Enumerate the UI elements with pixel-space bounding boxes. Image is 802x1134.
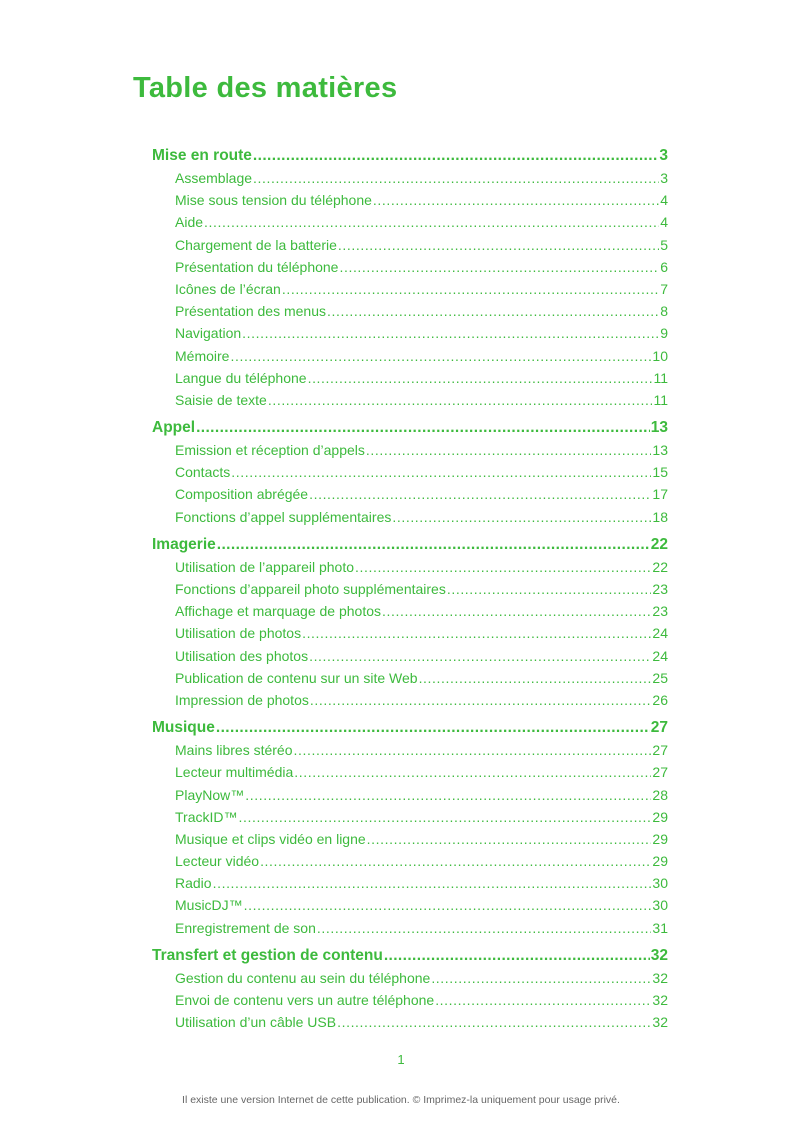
toc-section — [152, 717, 668, 939]
dot-leader — [419, 667, 652, 689]
toc-page-number: 11 — [653, 391, 668, 408]
toc-heading-link[interactable] — [152, 145, 668, 167]
toc-page-number: 30 — [652, 897, 668, 914]
dot-leader — [217, 534, 650, 556]
toc-entry-label: Gestion du contenu au sein du téléphone — [175, 969, 431, 986]
dot-leader — [196, 417, 650, 439]
toc-entry-link[interactable] — [152, 211, 668, 233]
toc-entry-link[interactable] — [152, 367, 668, 389]
toc-entry-label: Présentation des menus — [175, 303, 326, 320]
dot-leader — [366, 439, 652, 461]
dot-leader — [309, 483, 651, 505]
dot-leader — [308, 367, 653, 389]
toc-entry-link[interactable] — [152, 461, 668, 483]
table-of-contents — [152, 145, 668, 1039]
toc-page-number: 13 — [652, 442, 668, 459]
toc-heading-link[interactable] — [152, 417, 668, 439]
toc-page-number: 30 — [652, 875, 668, 892]
toc-page-number: 3 — [659, 147, 668, 164]
toc-entry-label: Utilisation de l’appareil photo — [175, 558, 354, 575]
toc-entry-label: Utilisation de photos — [175, 625, 302, 642]
toc-entry-label: Emission et réception d’appels — [175, 442, 365, 459]
toc-entry-label: Impression de photos — [175, 691, 309, 708]
toc-page-number: 27 — [650, 719, 668, 737]
toc-heading-link[interactable] — [152, 717, 668, 739]
dot-leader — [244, 894, 652, 916]
toc-entry-label: Icônes de l’écran — [175, 280, 281, 297]
toc-page-number: 28 — [652, 786, 668, 803]
page-title: Table des matières — [133, 72, 398, 104]
toc-entry-label: Assemblage — [175, 170, 253, 186]
dot-leader — [260, 850, 651, 872]
dot-leader — [327, 300, 659, 322]
toc-entry-label: MusicDJ™ — [175, 897, 243, 914]
toc-page-number: 32 — [652, 1014, 668, 1031]
dot-leader — [294, 739, 652, 761]
toc-entry-label: Saisie de texte — [175, 391, 267, 408]
toc-page-number: 23 — [652, 603, 668, 620]
toc-page-number: 7 — [660, 280, 668, 297]
toc-entry-label: Langue du téléphone — [175, 369, 307, 386]
dot-leader — [216, 717, 650, 739]
dot-leader — [392, 506, 651, 528]
toc-entry-label: Contacts — [175, 464, 231, 481]
toc-entry-link[interactable] — [152, 761, 668, 783]
dot-leader — [253, 145, 658, 167]
toc-page-number: 32 — [652, 992, 668, 1008]
toc-heading-link[interactable] — [152, 534, 668, 556]
toc-entry-label: Fonctions d’appel supplémentaires — [175, 508, 392, 525]
toc-page-number: 24 — [652, 625, 668, 642]
toc-entry-label: Fonctions d’appareil photo supplémentaires — [175, 581, 446, 597]
toc-page-number: 31 — [652, 919, 668, 936]
toc-page-number: 32 — [650, 946, 668, 964]
toc-page-number: 27 — [652, 764, 668, 781]
toc-page-number: 22 — [650, 535, 668, 553]
toc-entry-link[interactable] — [152, 1011, 668, 1033]
toc-entry-link[interactable] — [152, 600, 668, 622]
toc-page-number: 6 — [660, 258, 668, 275]
toc-entry-label: Utilisation des photos — [175, 647, 309, 664]
toc-page-number: 10 — [652, 347, 668, 364]
dot-leader — [338, 234, 659, 256]
toc-entry-link[interactable] — [152, 506, 668, 528]
dot-leader — [384, 945, 650, 967]
toc-page-number: 27 — [652, 742, 668, 759]
toc-entry-link[interactable] — [152, 828, 668, 850]
toc-entry-link[interactable] — [152, 850, 668, 872]
toc-entry-link[interactable] — [152, 784, 668, 806]
toc-entry-link[interactable] — [152, 300, 668, 322]
dot-leader — [355, 556, 651, 578]
toc-page-number: 13 — [650, 419, 668, 437]
dot-leader — [282, 278, 659, 300]
toc-page-number: 15 — [652, 464, 668, 481]
toc-section — [152, 945, 668, 1034]
toc-entry-label: Lecteur multimédia — [175, 764, 294, 781]
dot-leader — [213, 872, 652, 894]
toc-entry-label: Mise sous tension du téléphone — [175, 192, 372, 209]
toc-entry-link[interactable] — [152, 689, 668, 711]
toc-page-number: 22 — [652, 558, 668, 575]
dot-leader — [309, 645, 651, 667]
toc-entry-label: Publication de contenu sur un site Web — [175, 669, 418, 686]
toc-entry-link[interactable] — [152, 894, 668, 916]
toc-heading-label: Appel — [152, 419, 196, 437]
dot-leader — [382, 600, 651, 622]
toc-entry-link[interactable] — [152, 645, 668, 667]
toc-entry-label: TrackID™ — [175, 808, 238, 825]
toc-page-number: 26 — [652, 691, 668, 708]
dot-leader — [238, 806, 651, 828]
toc-entry-link[interactable] — [152, 917, 668, 939]
dot-leader — [373, 189, 659, 211]
toc-entry-link[interactable] — [152, 234, 668, 256]
toc-page-number: 9 — [660, 325, 668, 342]
toc-heading-label: Mise en route — [152, 147, 252, 164]
toc-entry-label: Enregistrement de son — [175, 919, 316, 936]
toc-section — [152, 534, 668, 711]
dot-leader — [431, 967, 651, 989]
dot-leader — [231, 461, 651, 483]
toc-entry-label: PlayNow™ — [175, 786, 245, 803]
toc-entry-label: Musique et clips vidéo en ligne — [175, 830, 366, 847]
toc-page-number: 25 — [652, 669, 668, 686]
toc-page-number: 29 — [652, 808, 668, 825]
toc-page-number: 18 — [652, 508, 668, 525]
dot-leader — [230, 345, 651, 367]
toc-entry-link[interactable] — [152, 989, 668, 1011]
dot-leader — [310, 689, 652, 711]
toc-heading-link[interactable] — [152, 945, 668, 967]
toc-entry-link[interactable] — [152, 739, 668, 761]
toc-entry-link[interactable] — [152, 667, 668, 689]
toc-page-number: 29 — [652, 830, 668, 847]
toc-entry-link[interactable] — [152, 256, 668, 278]
toc-heading-label: Musique — [152, 719, 215, 737]
toc-entry-label: Lecteur vidéo — [175, 853, 260, 870]
toc-entry-link[interactable] — [152, 806, 668, 828]
dot-leader — [435, 989, 651, 1011]
dot-leader — [242, 322, 659, 344]
toc-page-number: 17 — [652, 486, 668, 503]
toc-entry-link[interactable] — [152, 189, 668, 211]
toc-entry-link[interactable] — [152, 967, 668, 989]
dot-leader — [367, 828, 652, 850]
dot-leader — [268, 389, 653, 411]
dot-leader — [204, 211, 659, 233]
toc-entry-label: Affichage et marquage de photos — [175, 603, 382, 620]
page-number: 1 — [397, 1052, 405, 1067]
toc-entry-label: Chargement de la batterie — [175, 236, 337, 253]
toc-page-number: 4 — [660, 214, 668, 231]
toc-entry-link[interactable] — [152, 439, 668, 461]
toc-entry-link[interactable] — [152, 872, 668, 894]
dot-leader — [337, 1011, 651, 1033]
toc-page-number: 8 — [660, 303, 668, 320]
toc-entry-label: Utilisation d’un câble USB — [175, 1014, 337, 1031]
toc-entry-link[interactable] — [152, 278, 668, 300]
toc-entry-link[interactable] — [152, 556, 668, 578]
dot-leader — [447, 578, 652, 600]
dot-leader — [302, 622, 651, 644]
toc-page-number: 29 — [652, 853, 668, 870]
toc-entry-link[interactable] — [152, 578, 668, 600]
toc-entry-label: Radio — [175, 875, 212, 892]
toc-entry-link[interactable] — [152, 345, 668, 367]
toc-entry-link[interactable] — [152, 389, 668, 411]
footer-notice: Il existe une version Internet de cette publication. © Imprimez-la uniquement pour usage privé. — [182, 1094, 620, 1106]
toc-entry-label: Mémoire — [175, 347, 230, 364]
toc-heading-label: Transfert et gestion de contenu — [152, 946, 383, 964]
dot-leader — [245, 784, 651, 806]
dot-leader — [339, 256, 659, 278]
toc-entry-label: Mains libres stéréo — [175, 742, 293, 759]
toc-entry-link[interactable] — [152, 322, 668, 344]
toc-page-number: 32 — [652, 969, 668, 986]
toc-page-number: 4 — [660, 192, 668, 209]
toc-entry-label: Présentation du téléphone — [175, 258, 339, 275]
toc-section — [152, 145, 668, 411]
toc-entry-link[interactable] — [152, 622, 668, 644]
toc-page-number: 11 — [653, 369, 668, 386]
toc-entry-label: Composition abrégée — [175, 486, 309, 503]
dot-leader — [253, 167, 659, 189]
dot-leader — [317, 917, 652, 939]
toc-section — [152, 417, 668, 528]
toc-entry-label: Navigation — [175, 325, 242, 342]
toc-page-number: 5 — [660, 236, 668, 253]
toc-page-number: 3 — [660, 170, 668, 186]
toc-heading-label: Imagerie — [152, 535, 216, 553]
toc-entry-label: Aide — [175, 214, 204, 231]
toc-page-number: 24 — [652, 647, 668, 664]
toc-entry-label: Envoi de contenu vers un autre téléphone — [175, 992, 435, 1008]
toc-page-number: 23 — [652, 581, 668, 597]
toc-entry-link[interactable] — [152, 483, 668, 505]
toc-entry-link[interactable] — [152, 167, 668, 189]
dot-leader — [294, 761, 651, 783]
